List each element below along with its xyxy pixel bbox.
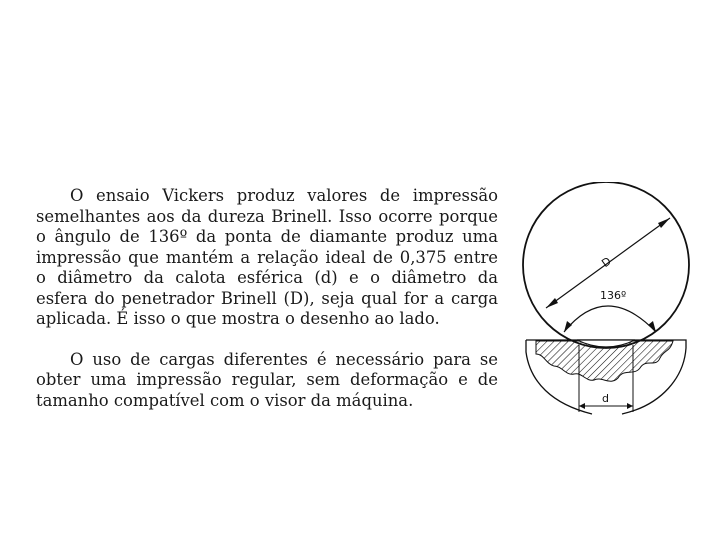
label-diameter-D: D: [599, 254, 614, 271]
paragraph-vickers-explanation: O ensaio Vickers produz valores de impressão semelhantes aos da dureza Brinell. Isso ocorre porque o ângulo de 136º da ponta de diamante produz uma impressão que mantém a relação ideal de 0,375 entre o diâmetro da calota esférica (d) e o diâmetro da esfera do penetrador Brinell (D), seja qual for a carga aplicada. É isso o que mostra o desenho ao lado.: [36, 186, 498, 328]
label-angle-136: 136º: [600, 289, 627, 302]
angle-arrowhead-left: [564, 321, 572, 332]
paragraph-load-usage: O uso de cargas diferentes é necessário para se obter uma impressão regular, sem deformação e de tamanho compatível com o visor da máquina.: [36, 349, 498, 410]
diameter-arrowhead-top: [658, 218, 670, 228]
d-arrowhead-left: [579, 403, 585, 409]
label-calota-d: d: [602, 392, 609, 405]
brinell-vickers-diagram: [522, 182, 692, 418]
diameter-arrowhead-bottom: [546, 298, 558, 308]
text-block: [36, 186, 498, 411]
angle-arc: [564, 306, 656, 332]
angle-arrowhead-right: [648, 321, 656, 332]
d-arrowhead-right: [627, 403, 633, 409]
